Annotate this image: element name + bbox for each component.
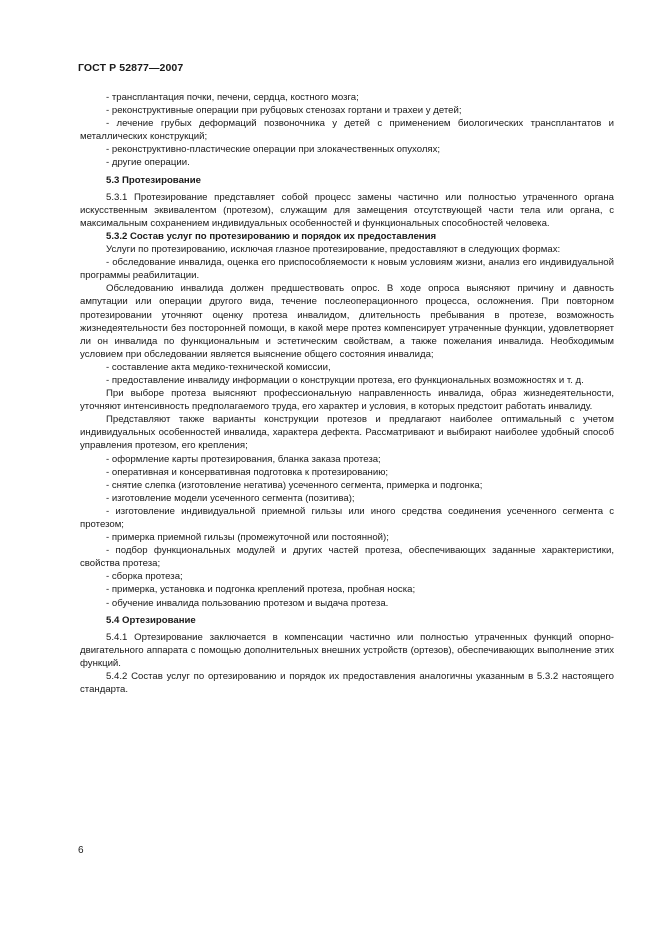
list-item: - снятие слепка (изготовление негатива) усеченного сегмента, примерка и подгонка; xyxy=(106,479,483,491)
paragraph: При выборе протеза выясняют профессиональную направленность инвалида, образ жизнедеятельности, уточняют интенсивность предполагаемого труда, его характер и условия, в которых предстоит работать инвалиду. xyxy=(80,388,614,413)
list-item: - изготовление модели усеченного сегмента (позитива); xyxy=(106,492,355,504)
list-item: - оперативная и консервативная подготовка к протезированию; xyxy=(106,466,389,478)
list-item: - примерка, установка и подгонка креплений протеза, пробная носка; xyxy=(106,584,416,596)
paragraph-5-4-2: 5.4.2 Состав услуг по ортезированию и порядок их предоставления аналогичны указанным в 5.3.2 настоящего стандарта. xyxy=(80,671,614,696)
paragraph: Обследованию инвалида должен предшествовать опрос. В ходе опроса выясняют причину и давность ампутации или операции другого вида, течение послеоперационного процесса, осложнения. При повторном протезировании уточняют оценку протеза инвалидом, длительность пребывания в протезе, возможность жизнедеятельности без посторонней помощи, в какой мере протез компенсирует утраченные функции, удовлетворяет ли он инвалида по функциональным и эстетическим свойствам, а также пожелания инвалида. Необходимым условием при обследовании является выяснение общего состояния инвалида; xyxy=(80,283,614,360)
list-item: - другие операции. xyxy=(106,157,190,169)
list-item: - оформление карты протезирования, бланка заказа протеза; xyxy=(106,453,381,465)
list-item: - трансплантация почки, печени, сердца, костного мозга; xyxy=(106,92,359,103)
list-item: - подбор функциональных модулей и других частей протеза, обеспечивающих заданные характеристики, свойства протеза; xyxy=(80,545,614,570)
paragraph-5-3-1: 5.3.1 Протезирование представляет собой процесс замены частично или полностью утраченного органа искусственным эквивалентом (протезом), служащим для замещения отсутствующей части тела или органа, с максимальным сохранением индивидуальных особенностей и функциональных способностей человека. xyxy=(80,191,614,229)
list-item: - лечение грубых деформаций позвоночника у детей с применением биологических трансплантатов и металлических конструкций; xyxy=(80,118,614,143)
subsection-heading-5-3-2: 5.3.2 Состав услуг по протезированию и порядок их предоставления xyxy=(106,230,437,242)
list-item: - примерка приемной гильзы (промежуточной или постоянной); xyxy=(106,532,389,544)
page-number: 6 xyxy=(78,845,84,856)
list-item: - предоставление инвалиду информации о конструкции протеза, его функциональных возможностях и т. д. xyxy=(106,374,584,386)
paragraph: Услуги по протезированию, исключая глазное протезирование, предоставляют в следующих формах: xyxy=(106,244,561,256)
list-item: - реконструктивно-пластические операции при злокачественных опухолях; xyxy=(106,144,441,156)
list-item: - составление акта медико-технической комиссии, xyxy=(106,361,331,373)
section-heading-5-4: 5.4 Ортезирование xyxy=(106,614,196,626)
paragraph-5-4-1: 5.4.1 Ортезирование заключается в компенсации частично или полностью утраченных функций опорно-двигательного аппарата с помощью дополнительных внешних устройств (ортезов), обеспечивающих выполнение этих функций. xyxy=(80,631,614,669)
list-item: - сборка протеза; xyxy=(106,571,183,583)
document-body xyxy=(80,91,614,696)
list-item: - обследование инвалида, оценка его приспособляемости к новым условиям жизни, анализ его индивидуальной программы реабилитации. xyxy=(80,257,614,282)
list-item: - обучение инвалида пользованию протезом и выдача протеза. xyxy=(106,597,389,609)
document-header: ГОСТ Р 52877—2007 xyxy=(78,62,184,74)
list-item: - реконструктивные операции при рубцовых стенозах гортани и трахеи у детей; xyxy=(106,105,462,117)
section-heading-5-3: 5.3 Протезирование xyxy=(106,174,201,186)
list-item: - изготовление индивидуальной приемной гильзы или иного средства соединения усеченного сегмента с протезом; xyxy=(80,505,614,530)
paragraph: Представляют также варианты конструкции протезов и предлагают наиболее оптимальный с учетом индивидуальных особенностей инвалида, характера дефекта. Рассматривают и выбирают наиболее удобный способ управления протезом, его крепления; xyxy=(80,414,614,452)
